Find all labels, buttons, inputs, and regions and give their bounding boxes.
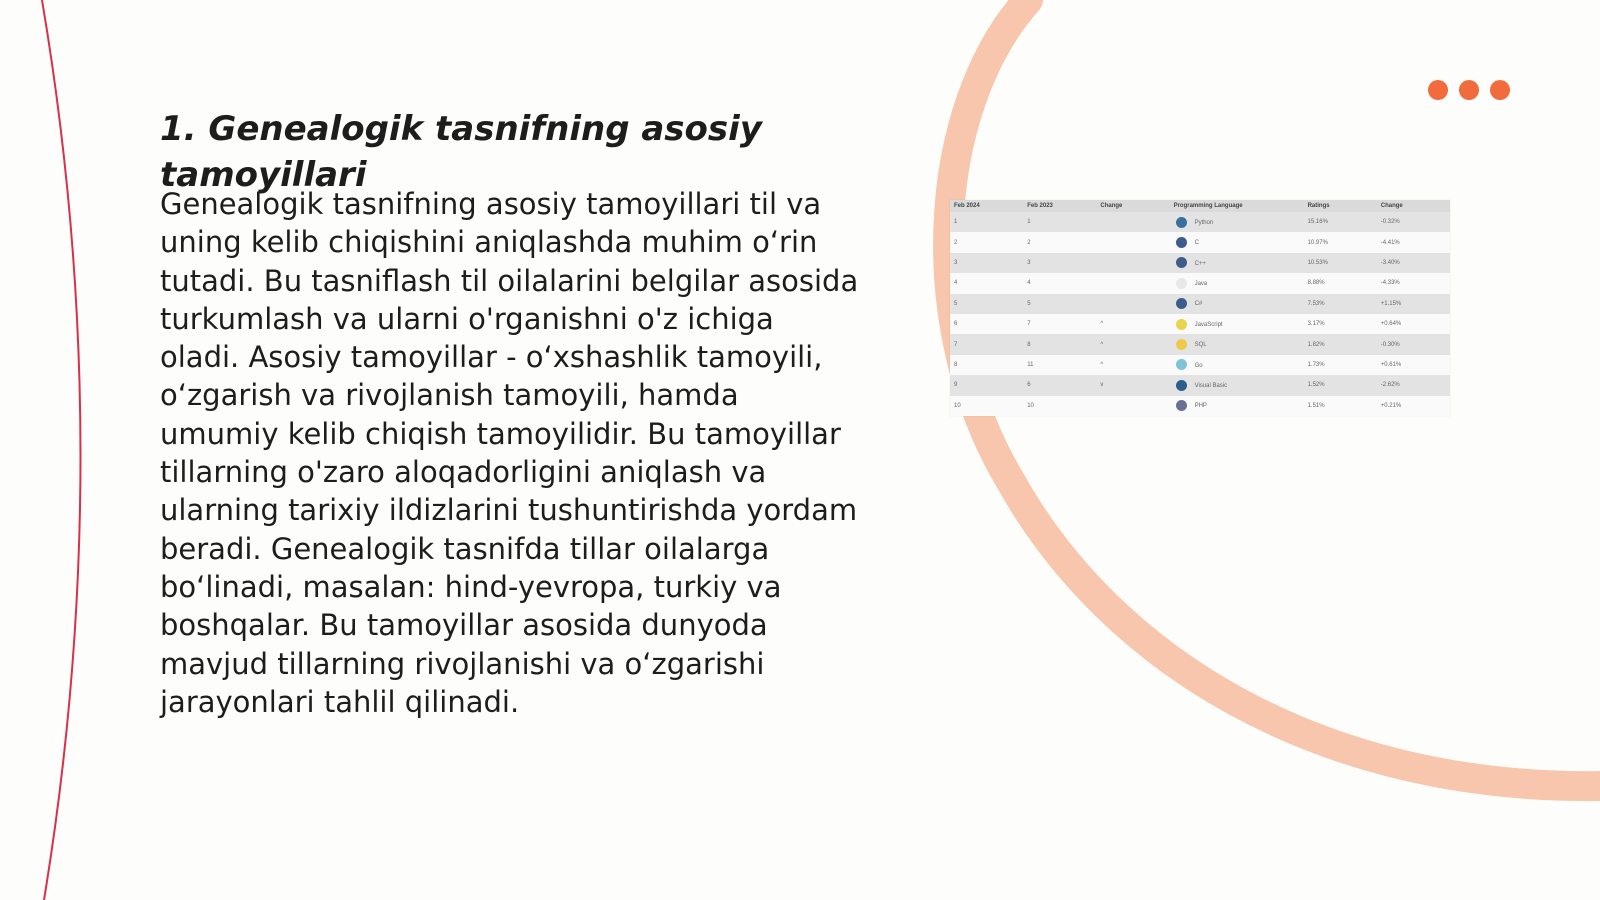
rank-2023-cell: 8: [1023, 334, 1096, 354]
language-name: JavaScript: [1194, 321, 1223, 328]
rank-change-cell: [1096, 273, 1169, 293]
language-ranking-table: [950, 200, 1450, 416]
table-row: [950, 273, 1450, 293]
table-row: [950, 232, 1450, 252]
go-icon: [1176, 359, 1187, 370]
table-header-row: [950, 200, 1450, 212]
column-header: Ratings: [1304, 200, 1377, 212]
rank-2024-cell: 7: [950, 334, 1023, 354]
language-name: C#: [1194, 301, 1203, 308]
rating-change-cell: +0.61%: [1377, 355, 1450, 375]
rank-2024-cell: 8: [950, 355, 1023, 375]
dots-menu-icon: [1428, 80, 1510, 100]
language-icon-cell: [1170, 212, 1304, 232]
language-icon-cell: [1170, 355, 1304, 375]
table-row: [950, 375, 1450, 395]
php-icon: [1176, 400, 1187, 411]
rating-cell: 3.17%: [1304, 314, 1377, 334]
language-icon-cell: [1170, 375, 1304, 395]
rank-change-cell: [1096, 232, 1169, 252]
rating-change-cell: -0.32%: [1377, 212, 1450, 232]
rating-change-cell: -0.30%: [1377, 334, 1450, 354]
dot-icon: [1459, 80, 1479, 100]
column-header: Change: [1096, 200, 1169, 212]
java-icon: [1176, 278, 1187, 289]
rating-cell: 7.53%: [1304, 294, 1377, 314]
rank-change-cell: [1096, 212, 1169, 232]
language-name: PHP: [1194, 403, 1207, 410]
rank-change-cell: ^: [1096, 314, 1169, 334]
table-row: [950, 396, 1450, 416]
rating-cell: 10.53%: [1304, 253, 1377, 273]
rank-2024-cell: 3: [950, 253, 1023, 273]
language-icon-cell: [1170, 396, 1304, 416]
rating-change-cell: -4.33%: [1377, 273, 1450, 293]
sql-icon: [1176, 339, 1187, 350]
rank-change-cell: [1096, 396, 1169, 416]
rank-2024-cell: 5: [950, 294, 1023, 314]
table-row: [950, 294, 1450, 314]
rating-change-cell: -2.62%: [1377, 375, 1450, 395]
column-header: Feb 2023: [1023, 200, 1096, 212]
rank-change-cell: [1096, 253, 1169, 273]
language-name: SQL: [1194, 342, 1207, 349]
table-row: [950, 212, 1450, 232]
rating-cell: 1.51%: [1304, 396, 1377, 416]
rating-change-cell: -4.41%: [1377, 232, 1450, 252]
rating-change-cell: +0.64%: [1377, 314, 1450, 334]
rank-change-cell: ^: [1096, 355, 1169, 375]
rank-2023-cell: 3: [1023, 253, 1096, 273]
dot-icon: [1428, 80, 1448, 100]
language-name: C: [1194, 240, 1199, 247]
column-header: Change: [1377, 200, 1450, 212]
table-row: [950, 355, 1450, 375]
javascript-icon: [1176, 319, 1187, 330]
column-header: Feb 2024: [950, 200, 1023, 212]
language-icon-cell: [1170, 334, 1304, 354]
table-row: [950, 314, 1450, 334]
rank-2024-cell: 6: [950, 314, 1023, 334]
rating-cell: 10.97%: [1304, 232, 1377, 252]
python-icon: [1176, 217, 1187, 228]
rating-cell: 1.73%: [1304, 355, 1377, 375]
rank-2024-cell: 2: [950, 232, 1023, 252]
column-header: Programming Language: [1170, 200, 1304, 212]
language-icon-cell: [1170, 294, 1304, 314]
language-name: Visual Basic: [1194, 382, 1228, 389]
rank-2024-cell: 4: [950, 273, 1023, 293]
rank-2023-cell: 1: [1023, 212, 1096, 232]
rank-2023-cell: 10: [1023, 396, 1096, 416]
language-icon-cell: [1170, 273, 1304, 293]
rating-cell: 8.88%: [1304, 273, 1377, 293]
language-name: Python: [1194, 219, 1214, 226]
language-ranking-table-image: [950, 200, 1450, 416]
dot-icon: [1490, 80, 1510, 100]
rank-2023-cell: 4: [1023, 273, 1096, 293]
rank-2024-cell: 9: [950, 375, 1023, 395]
rank-2024-cell: 1: [950, 212, 1023, 232]
rank-2023-cell: 6: [1023, 375, 1096, 395]
cpp-icon: [1176, 257, 1187, 268]
table-body: [950, 212, 1450, 416]
c-icon: [1176, 237, 1187, 248]
rating-cell: 1.82%: [1304, 334, 1377, 354]
rating-change-cell: -3.40%: [1377, 253, 1450, 273]
language-icon-cell: [1170, 314, 1304, 334]
csharp-icon: [1176, 298, 1187, 309]
visual-basic-icon: [1176, 380, 1187, 391]
table-row: [950, 334, 1450, 354]
slide-title: 1. Genealogik tasnifning asosiy tamoyillari: [160, 109, 762, 195]
rating-cell: 1.52%: [1304, 375, 1377, 395]
rating-change-cell: +1.15%: [1377, 294, 1450, 314]
rating-cell: 15.16%: [1304, 212, 1377, 232]
language-icon-cell: [1170, 253, 1304, 273]
language-icon-cell: [1170, 232, 1304, 252]
rank-change-cell: v: [1096, 375, 1169, 395]
rank-2023-cell: 11: [1023, 355, 1096, 375]
language-name: Go: [1194, 362, 1203, 369]
rank-2024-cell: 10: [950, 396, 1023, 416]
left-red-arc: [42, 0, 81, 900]
rank-change-cell: [1096, 294, 1169, 314]
rank-change-cell: ^: [1096, 334, 1169, 354]
rank-2023-cell: 2: [1023, 232, 1096, 252]
rank-2023-cell: 7: [1023, 314, 1096, 334]
slide-body-text: Genealogik tasnifning asosiy tamoyillari til va uning kelib chiqishini aniqlashda muhim o‘rin tutadi. Bu tasniflash til oilalarini belgilar asosida turkumlash va ularni o'rganishni o'z ichiga oladi. Asosiy tamoyillar - o‘xshashlik tamoyili, o‘zgarish va rivojlanish tamoyili, hamda umumiy kelib chiqish tamoyilidir. Bu tamoyillar tillarning o'zaro aloqadorligini aniqlash va ularning tarixiy ildizlarini tushuntirishda yordam beradi. Genealogik tasnifda tillar oilalarga bo‘linadi, masalan: hind-yevropa, turkiy va boshqalar. Bu tamoyillar asosida dunyoda mavjud tillarning rivojlanishi va o‘zgarishi jarayonlari tahlil qilinadi.: [160, 187, 859, 719]
language-name: Java: [1194, 280, 1208, 287]
rating-change-cell: +0.21%: [1377, 396, 1450, 416]
table-row: [950, 253, 1450, 273]
rank-2023-cell: 5: [1023, 294, 1096, 314]
language-name: C++: [1194, 260, 1206, 267]
